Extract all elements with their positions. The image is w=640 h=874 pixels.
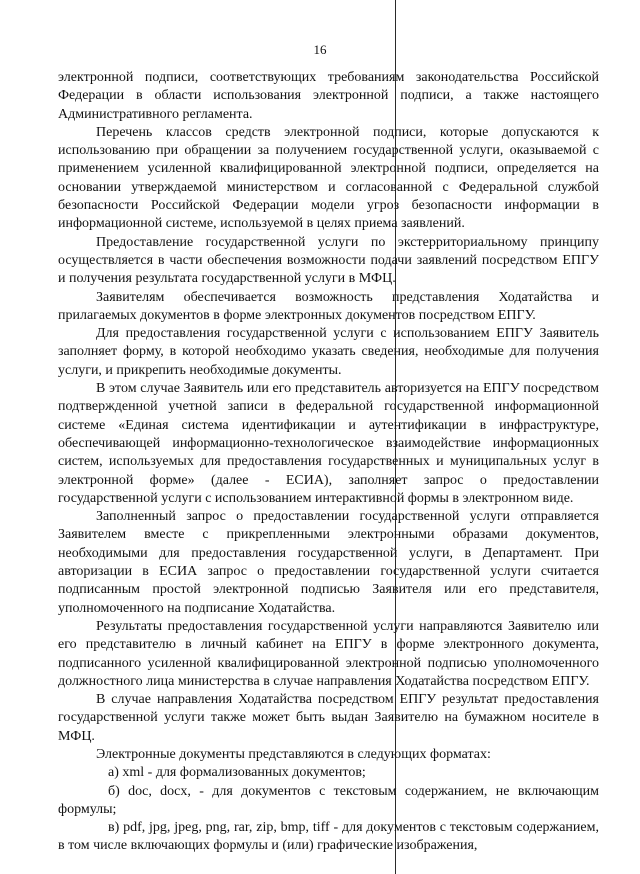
document-body (58, 69, 599, 856)
paragraph-request-sending: Заполненный запрос о предоставлении государственной услуги отправляется Заявителем вместе с прикрепленными электронными образами документов, необходимыми для предоставления государственной услуги, в Департамент. При авторизации в ЕСИА запрос о предоставлении государственной услуги считается подписанным простой электронной подписью Заявителя или его представителя, уполномоченного на подписание Ходатайства. (58, 509, 599, 616)
paragraph-applicant-submission: Заявителям обеспечивается возможность представления Ходатайства и прилагаемых документов в форме электронных документов посредством ЕПГУ. (58, 289, 599, 323)
page-number: 16 (313, 42, 327, 57)
list-item-format-a: а) xml - для формализованных документов; (108, 765, 366, 781)
paragraph-formats-intro: Электронные документы представляются в следующих форматах: (96, 746, 491, 762)
paragraph-form-filling: Для предоставления государственной услуги с использованием ЕПГУ Заявитель заполняет форму, в которой необходимо указать сведения, необходимые для получения услуги, и прикрепить необходимые документы. (58, 326, 599, 378)
paragraph-signature-requirements: электронной подписи, соответствующих требованиям законодательства Российской Федерации в области использования электронной подписи, а также настоящего Административного регламента. (58, 70, 599, 122)
paragraph-signature-classes: Перечень классов средств электронной подписи, которые допускаются к использованию при обращении за получением государственной услуги, оказываемой с применением усиленной квалифицированной электронной подписи, определяется на основании утверждаемой министерством и согласованной с Федеральной службой безопасности Российской Федерации модели угроз безопасности информации в информационной системе, используемой в целях приема заявлений. (58, 124, 599, 232)
list-item-format-b: б) doc, docx, - для документов с текстовым содержанием, не включающим формулы; (58, 783, 599, 817)
paragraph-paper-result: В случае направления Ходатайства посредством ЕПГУ результат предоставления государственной услуги также может быть выдан Заявителю на бумажном носителе в МФЦ. (58, 692, 599, 744)
list-item-format-c: в) pdf, jpg, jpeg, png, rar, zip, bmp, tiff - для документов с текстовым содержанием, в том числе включающих формулы и (или) графические изображения, (58, 820, 599, 854)
paragraph-results-delivery: Результаты предоставления государственной услуги направляются Заявителю или его представителю в личный кабинет на ЕПГУ в форме электронного документа, подписанного усиленной квалифицированной электронной подписью уполномоченного должностного лица министерства в случае направления Ходатайства посредством ЕПГУ. (58, 618, 599, 689)
paragraph-esia-authorization: В этом случае Заявитель или его представитель авторизуется на ЕПГУ посредством подтвержденной учетной записи в федеральной государственной информационной системе «Единая система идентификации и аутентификации в инфраструктуре, обеспечивающей информационно-технологическое взаимодействие информационных систем, используемых для предоставления государственных и муниципальных услуг в электронной форме» (далее - ЕСИА), заполняет запрос о предоставлении государственной услуги с использованием интерактивной формы в электронном виде. (58, 381, 599, 506)
paragraph-extraterritorial: Предоставление государственной услуги по экстерриториальному принципу осуществляется в части обеспечения возможности подачи заявлений посредством ЕПГУ и получения результата государственной услуги в МФЦ. (58, 234, 599, 287)
